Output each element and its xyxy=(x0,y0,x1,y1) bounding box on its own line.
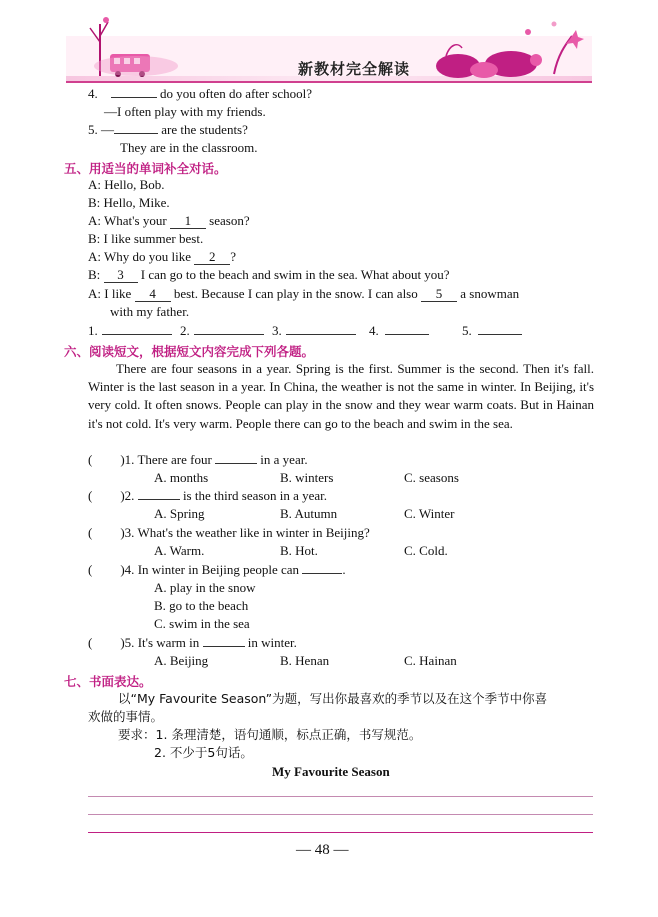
dialog-text: What's your xyxy=(104,213,167,228)
question-number: )1. xyxy=(120,452,135,467)
question-4-answer: —I often play with my friends. xyxy=(104,104,266,119)
question-text: There are four xyxy=(137,452,212,467)
option-b[interactable]: B. go to the beach xyxy=(154,598,249,613)
option-b[interactable]: B. Hot. xyxy=(280,543,318,558)
option-b[interactable]: B. winters xyxy=(280,470,334,485)
question-text: What's the weather like in winter in Beijing? xyxy=(137,525,370,540)
option-c[interactable]: C. Winter xyxy=(404,506,455,521)
page-number: — 48 — xyxy=(296,842,349,858)
option-c[interactable]: C. Cold. xyxy=(404,543,448,558)
dash: — xyxy=(101,122,114,137)
answer-blank[interactable] xyxy=(102,334,172,335)
option-a[interactable]: A. Spring xyxy=(154,506,205,521)
question-number: )2. xyxy=(120,488,135,503)
option-a[interactable]: A. months xyxy=(154,470,209,485)
question-text: It's warm in xyxy=(137,635,200,650)
question-number: )5. xyxy=(120,635,135,650)
paren: ( xyxy=(88,452,93,467)
speaker: B: xyxy=(88,231,101,246)
dialog-line xyxy=(88,176,165,194)
mc-question xyxy=(88,487,327,505)
answer-blank[interactable] xyxy=(111,97,157,98)
answer-blank[interactable] xyxy=(385,334,429,335)
mc-question xyxy=(88,561,346,579)
requirement-1: 要求：1. 条理清楚，语句通顺，标点正确，书写规范。 xyxy=(118,727,422,742)
speaker: B: xyxy=(88,195,101,210)
header-decoration xyxy=(66,14,592,94)
speaker: A: xyxy=(88,286,101,301)
requirement-2: 2. 不少于5句话。 xyxy=(154,745,253,760)
mc-question xyxy=(88,634,297,652)
answer-row xyxy=(369,322,429,340)
option-a[interactable]: A. Beijing xyxy=(154,653,209,668)
writing-line[interactable] xyxy=(88,814,593,815)
answer-blank[interactable] xyxy=(215,463,257,464)
question-number: )4. xyxy=(120,562,135,577)
speaker: A: xyxy=(88,249,101,264)
reading-passage: There are four seasons in a year. Spring is the first. Summer is the second. Then it's fall. Winter is the last season in a year. In China, the weather is not the same in winter. In Beijing, it's very cold. It often snows. People can play in the snow and they wear warm coats. But in Hainan it's not cold. It's very warm. People there can go to the beach and swim in the sea. xyxy=(88,361,594,431)
question-number: 5. xyxy=(88,122,98,137)
answer-blank[interactable] xyxy=(138,499,180,500)
mc-question xyxy=(88,451,308,469)
essay-title: My Favourite Season xyxy=(272,764,390,779)
dialog-line xyxy=(88,194,170,212)
dialog-text: Hello, Bob. xyxy=(104,177,165,192)
speaker: A: xyxy=(88,213,101,228)
answer-blank[interactable] xyxy=(114,133,158,134)
section-6-title: 六、阅读短文，根据短文内容完成下列各题。 xyxy=(64,344,315,359)
answer-blank[interactable] xyxy=(286,334,356,335)
answer-row xyxy=(180,322,264,340)
question-text: in winter. xyxy=(247,635,297,650)
dialog-line xyxy=(88,212,250,230)
paren: ( xyxy=(88,635,93,650)
dialog-text: ? xyxy=(230,249,237,264)
question-text: . xyxy=(342,562,346,577)
writing-prompt-cont: 欢做的事情。 xyxy=(88,709,164,724)
page-header xyxy=(66,14,592,94)
answer-number: 1. xyxy=(88,323,98,338)
mc-question xyxy=(88,524,370,542)
dialog-line xyxy=(88,248,236,266)
numbered-blank[interactable]: 1 xyxy=(170,214,206,229)
question-text: is the third season in a year. xyxy=(182,488,327,503)
section-7-title: 七、书面表达。 xyxy=(64,674,152,689)
answer-row xyxy=(88,322,172,340)
answer-blank[interactable] xyxy=(302,573,342,574)
question-5 xyxy=(88,121,248,139)
option-a[interactable]: A. play in the snow xyxy=(154,580,256,595)
paren: ( xyxy=(88,488,93,503)
option-b[interactable]: B. Henan xyxy=(280,653,330,668)
answer-number: 4. xyxy=(369,323,379,338)
speaker: A: xyxy=(88,177,101,192)
dialog-continuation: with my father. xyxy=(110,304,190,319)
option-c[interactable]: C. seasons xyxy=(404,470,459,485)
question-text: do you often do after school? xyxy=(160,86,312,101)
header-title: 新教材完全解读 xyxy=(298,60,411,78)
answer-row xyxy=(462,322,522,340)
speaker: B: xyxy=(88,267,101,282)
writing-line[interactable] xyxy=(88,832,593,833)
option-c[interactable]: C. Hainan xyxy=(404,653,457,668)
question-number: )3. xyxy=(120,525,135,540)
question-text: are the students? xyxy=(161,122,248,137)
question-5-answer: They are in the classroom. xyxy=(120,140,258,155)
answer-blank[interactable] xyxy=(203,646,245,647)
numbered-blank[interactable]: 4 xyxy=(135,287,171,302)
dialog-text: Hello, Mike. xyxy=(103,195,170,210)
numbered-blank[interactable]: 2 xyxy=(194,250,230,265)
dialog-text: I like xyxy=(104,286,132,301)
dialog-text: Why do you like xyxy=(104,249,192,264)
dialog-text: a snowman xyxy=(460,286,520,301)
dialog-text: best. Because I can play in the snow. I can also xyxy=(173,286,418,301)
paren: ( xyxy=(88,525,93,540)
option-b[interactable]: B. Autumn xyxy=(280,506,338,521)
numbered-blank[interactable]: 5 xyxy=(421,287,457,302)
dialog-text: I can go to the beach and swim in the sea. What about you? xyxy=(140,267,450,282)
question-number: 4. xyxy=(88,86,98,101)
question-4 xyxy=(88,85,312,103)
question-text: in a year. xyxy=(260,452,308,467)
section-5-title: 五、用适当的单词补全对话。 xyxy=(64,161,227,176)
option-a[interactable]: A. Warm. xyxy=(154,543,205,558)
dialog-line xyxy=(88,266,450,284)
question-text: In winter in Beijing people can xyxy=(137,562,300,577)
answer-blank[interactable] xyxy=(478,334,522,335)
answer-row xyxy=(272,322,356,340)
numbered-blank[interactable]: 3 xyxy=(104,268,138,283)
dialog-text: I like summer best. xyxy=(103,231,204,246)
answer-number: 3. xyxy=(272,323,282,338)
writing-prompt: 以“My Favourite Season”为题，写出你最喜欢的季节以及在这个季节中你喜 xyxy=(118,691,548,706)
writing-line[interactable] xyxy=(88,796,593,797)
dialog-line xyxy=(88,285,519,303)
option-c[interactable]: C. swim in the sea xyxy=(154,616,250,631)
answer-number: 5. xyxy=(462,323,472,338)
dialog-text: season? xyxy=(209,213,250,228)
answer-number: 2. xyxy=(180,323,190,338)
answer-blank[interactable] xyxy=(194,334,264,335)
dialog-line xyxy=(88,230,203,248)
paren: ( xyxy=(88,562,93,577)
